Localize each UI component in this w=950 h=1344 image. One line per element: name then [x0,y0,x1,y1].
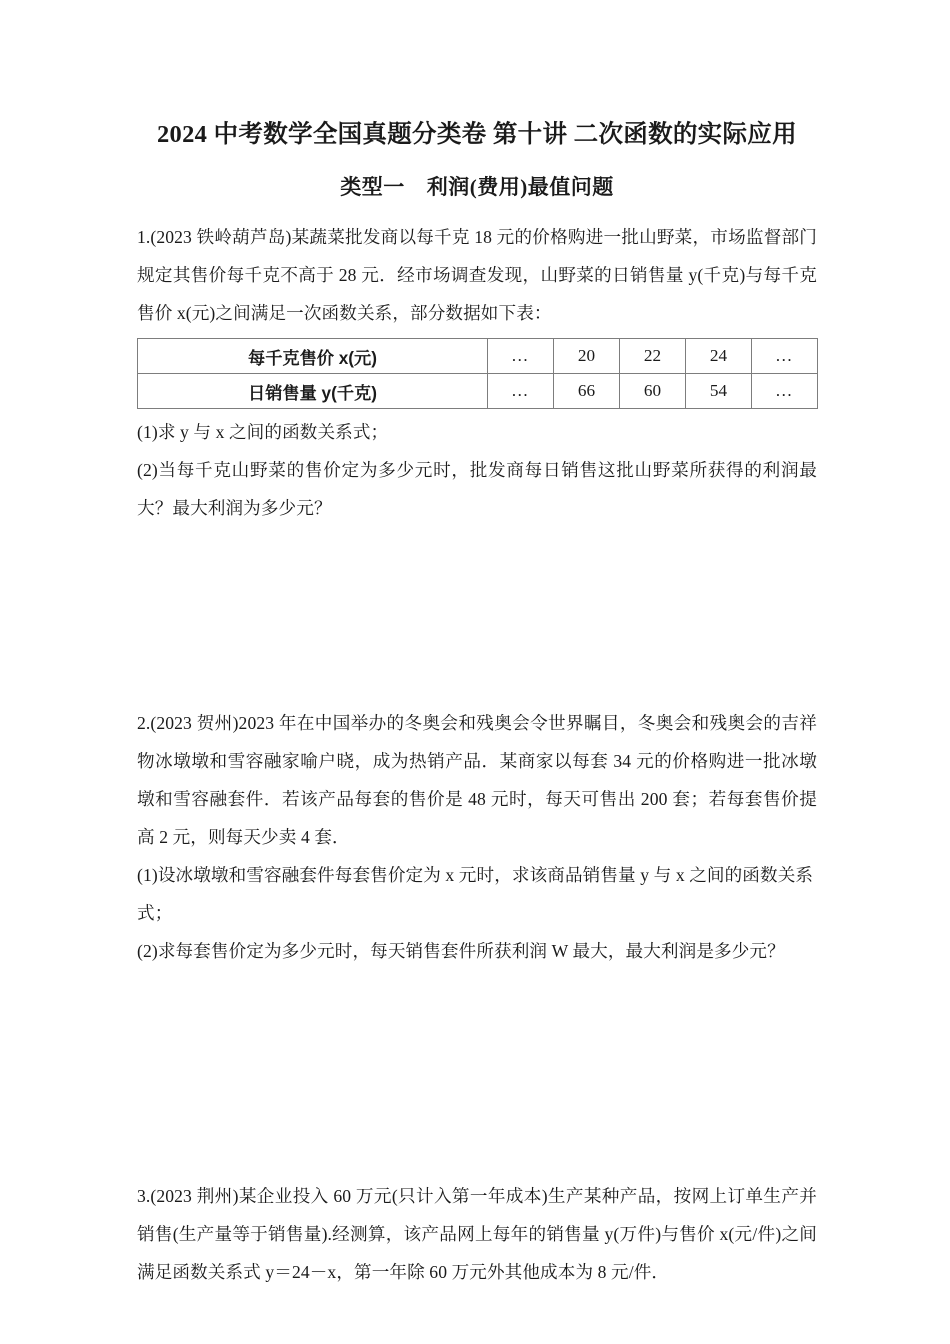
table-cell: 60 [620,374,686,409]
problem-2 [137,704,817,970]
table-row [138,374,818,409]
answer-space-1 [137,527,817,687]
problem-1-data-table [137,338,818,409]
section-title-main: 利润(费用)最值问题 [426,175,614,200]
problem-1-question-1: (1)求 y 与 x 之间的函数关系式； [137,422,389,443]
table-cell: … [488,339,554,374]
table-cell: 20 [554,339,620,374]
table-cell: … [752,339,818,374]
table-cell: 66 [554,374,620,409]
table-row-label-sales: 日销售量 y(千克) [138,374,488,409]
problem-3-stem: 3.(2023 荆州)某企业投入 60 万元(只计入第一年成本)生产某种产品，按网上订单生产并销售(生产量等于销售量).经测算，该产品网上每年的销售量 y(万件)与售价 x(元/件)之间满足函数关系式 y＝24－x，第一年除 60 万元外其他成本为 8 元/件． [137,1186,817,1283]
section-title [137,171,817,201]
page-content [137,0,817,1291]
table-cell: … [488,374,554,409]
problem-2-stem: 2.(2023 贺州)2023 年在中国举办的冬奥会和残奥会令世界瞩目，冬奥会和残奥会的吉祥物冰墩墩和雪容融家喻户晓，成为热销产品．某商家以每套 34 元的价格购进一批冰墩墩和雪容融套件．若该产品每套的售价是 48 元时，每天可售出 200 套；若每套售价提高 2 元，则每天少卖 4 套． [137,713,817,848]
table-cell: 54 [686,374,752,409]
problem-1-stem: 1.(2023 铁岭葫芦岛)某蔬菜批发商以每千克 18 元的价格购进一批山野菜，市场监督部门规定其售价每千克不高于 28 元．经市场调查发现，山野菜的日销售量 y(千克)与每千克售价 x(元)之间满足一次函数关系，部分数据如下表： [137,227,817,324]
problem-2-question-2: (2)求每套售价定为多少元时，每天销售套件所获利润 W 最大，最大利润是多少元？ [137,941,785,962]
answer-space-2 [137,970,817,1160]
table-cell: … [752,374,818,409]
table-cell: 24 [686,339,752,374]
problem-1-question-2: (2)当每千克山野菜的售价定为多少元时，批发商每日销售这批山野菜所获得的利润最大？最大利润为多少元？ [137,460,817,519]
problem-2-question-1: (1)设冰墩墩和雪容融套件每套售价定为 x 元时，求该商品销售量 y 与 x 之间的函数关系式； [137,865,814,924]
table-row [138,339,818,374]
problem-3 [137,1177,817,1291]
table-row-label-price: 每千克售价 x(元) [138,339,488,374]
table-cell: 22 [620,339,686,374]
document-title: 2024 中考数学全国真题分类卷 第十讲 二次函数的实际应用 [157,121,797,148]
section-title-prefix: 类型一 [340,175,405,200]
problem-1 [137,218,817,527]
